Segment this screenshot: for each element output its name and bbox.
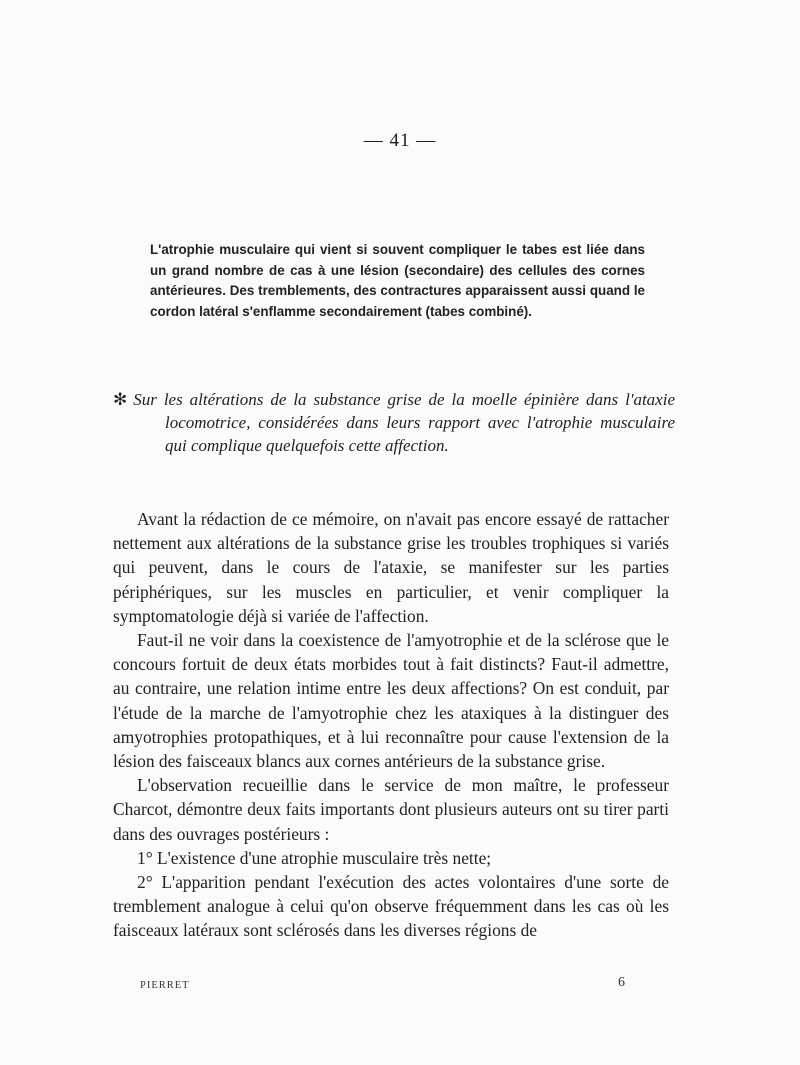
paragraph: Faut-il ne voir dans la coexistence de l'amyotrophie et de la sclérose que le concours fortuit de deux états morbides tout à fait distincts? Faut-il admettre, au contraire, une relation intime entre les deux affections? On est conduit, par l'étude de la marche de l'amyotrophie chez les ataxiques à la distinguer des amyotrophies protopathiques, et à lui reconnaître pour cause l'extension de la lésion des faisceaux blancs aux cornes antérieurs de la substance grise.	[113, 630, 669, 772]
page-number: — 41 —	[363, 130, 437, 151]
asterism-icon: ✻	[113, 390, 128, 409]
reference-title	[113, 388, 675, 457]
summary-block	[150, 240, 645, 322]
paragraph: L'observation recueillie dans le service de mon maître, le professeur Charcot, démontre deux faits importants dont plusieurs auteurs ont su tirer parti dans des ouvrages postérieurs :	[113, 775, 669, 844]
reference-title-block	[113, 388, 675, 457]
summary-text: L'atrophie musculaire qui vient si souvent compliquer le tabes est liée dans un grand nombre de cas à une lésion (secondaire) des cellules des cornes antérieures. Des tremblements, des contractures apparaissent aussi quand le cordon latéral s'enflamme secondairement (tabes combiné).	[150, 242, 645, 319]
footer-signature: 6	[618, 975, 625, 990]
list-item: 2° L'apparition pendant l'exécution des actes volontaires d'une sorte de tremblement analogue à celui qu'on observe fréquemment dans les cas où les faisceaux latéraux sont sclérosés dans les diverses régions de	[113, 872, 669, 941]
footer-author: PIERRET	[140, 980, 190, 991]
list-item: 1° L'existence d'une atrophie musculaire très nette;	[137, 847, 492, 868]
paragraph: Avant la rédaction de ce mémoire, on n'avait pas encore essayé de rattacher nettement aux altérations de la substance grise les troubles trophiques si variés qui peuvent, dans le cours de l'ataxie, se manifester sur les parties périphériques, sur les muscles en particulier, et venir compliquer la symptomatologie déjà si variée de l'affection.	[113, 509, 669, 626]
body-text	[113, 507, 669, 943]
reference-title-text: Sur les altérations de la substance grise de la moelle épinière dans l'ataxie locomotrice, considérées dans leurs rapport avec l'atrophie musculaire qui complique quelquefois cette affection.	[133, 390, 675, 455]
